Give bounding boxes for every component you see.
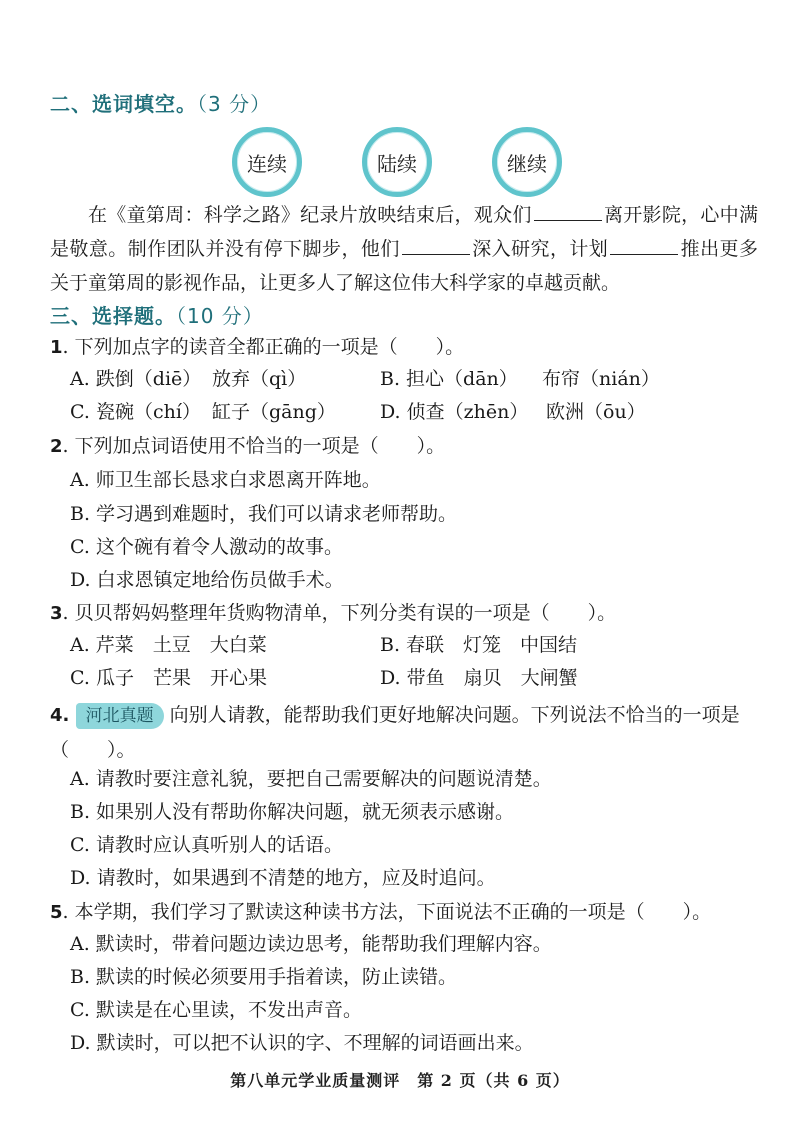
section-3-points: （10 分）: [176, 304, 264, 328]
word-choice-2: 陆续: [362, 127, 432, 197]
q5-option-c[interactable]: C. 默读是在心里读，不发出声音。: [70, 999, 362, 1021]
q3-option-a[interactable]: A. 芹菜 土豆 大白菜: [70, 634, 267, 656]
q2-option-b[interactable]: B. 学习遇到难题时，我们可以请求老师帮助。: [70, 503, 458, 525]
q1-option-d2: 欧洲（ōu）: [546, 401, 646, 423]
q3-option-d[interactable]: D. 带鱼 扇贝 大闸蟹: [380, 667, 578, 689]
word-choice-1: 连续: [232, 127, 302, 197]
question-1: [50, 332, 760, 363]
question-5-stem: . 本学期，我们学习了默读这种读书方法，下面说法不正确的一项是（ ）。: [62, 901, 712, 923]
blank-2[interactable]: [402, 232, 470, 255]
section-2-title: 二、选词填空。: [50, 92, 197, 116]
q4-option-d[interactable]: D. 请教时，如果遇到不清楚的地方，应及时追问。: [70, 867, 496, 889]
q2-option-c[interactable]: C. 这个碗有着令人激动的故事。: [70, 536, 343, 558]
section-2-points: （3 分）: [197, 92, 272, 116]
question-3-number: 3: [50, 603, 63, 624]
q5-option-d[interactable]: D. 默读时，可以把不认识的字、不理解的词语画出来。: [70, 1032, 534, 1054]
q1-option-c1[interactable]: C. 瓷碗（chí）: [70, 401, 201, 423]
q1-option-b2: 布帘（nián）: [542, 368, 660, 390]
q2-option-a[interactable]: A. 师卫生部长恳求白求恩离开阵地。: [70, 469, 381, 491]
q4-option-c[interactable]: C. 请教时应认真听别人的话语。: [70, 834, 343, 856]
section-3-heading: [50, 300, 264, 329]
section-3-title: 三、选择题。: [50, 304, 176, 328]
q5-option-b[interactable]: B. 默读的时候必须要用手指着读，防止读错。: [70, 966, 458, 988]
question-5-number: 5: [50, 902, 63, 923]
question-4-stem: 向别人请教，能帮助我们更好地解决问题。下列说法不恰当的一项是（ ）。: [50, 704, 740, 761]
blank-3[interactable]: [610, 232, 678, 255]
question-1-stem: . 下列加点字的读音全都正确的一项是（ ）。: [62, 336, 465, 358]
fill-in-passage: [50, 198, 758, 300]
q1-option-a2: 放弃（qì）: [212, 368, 307, 390]
question-1-number: 1: [50, 337, 63, 358]
source-tag: 河北真题: [76, 703, 164, 729]
passage-part-4: 推出更多关于童第周的影视作品，让更多人了解这位伟大科学家的卓越贡献。: [50, 238, 758, 294]
question-4: 4. 河北真题 向别人请教，能帮助我们更好地解决问题。下列说法不恰当的一项是（ ）。: [50, 704, 740, 761]
question-3-stem: . 贝贝帮妈妈整理年货购物清单，下列分类有误的一项是（ ）。: [62, 602, 617, 624]
question-2-stem: . 下列加点词语使用不恰当的一项是（ ）。: [62, 435, 446, 457]
question-4-number: 4: [50, 705, 63, 726]
q2-option-d[interactable]: D. 白求恩镇定地给伤员做手术。: [70, 569, 344, 591]
q1-option-b1[interactable]: B. 担心（dān）: [380, 368, 518, 390]
q1-option-a1[interactable]: A. 跌倒（diē）: [70, 368, 202, 390]
question-5: [50, 897, 760, 928]
question-2: [50, 431, 760, 462]
q4-option-a[interactable]: A. 请教时要注意礼貌，要把自己需要解决的问题说清楚。: [70, 768, 552, 790]
q1-option-d1[interactable]: D. 侦查（zhēn）: [380, 401, 529, 423]
q4-option-b[interactable]: B. 如果别人没有帮助你解决问题，就无须表示感谢。: [70, 801, 515, 823]
question-2-number: 2: [50, 436, 63, 457]
section-2-heading: [50, 88, 271, 117]
blank-1[interactable]: [534, 198, 602, 221]
q3-option-c[interactable]: C. 瓜子 芒果 开心果: [70, 667, 267, 689]
passage-part-3: 深入研究，计划: [471, 238, 609, 260]
question-3: [50, 598, 760, 629]
q5-option-a[interactable]: A. 默读时，带着问题边读边思考，能帮助我们理解内容。: [70, 933, 552, 955]
page-footer: 第八单元学业质量测评 第 2 页（共 6 页）: [230, 1071, 570, 1090]
passage-part-2: 离开影院，心中满是敬意。制作团队并没有停下脚步，他们: [50, 204, 758, 260]
passage-part-1: 在《童第周：科学之路》纪录片放映结束后，观众们: [88, 204, 532, 226]
q1-option-c2: 缸子（gāng）: [212, 401, 336, 423]
word-choice-3: 继续: [492, 127, 562, 197]
q3-option-b[interactable]: B. 春联 灯笼 中国结: [380, 634, 578, 656]
